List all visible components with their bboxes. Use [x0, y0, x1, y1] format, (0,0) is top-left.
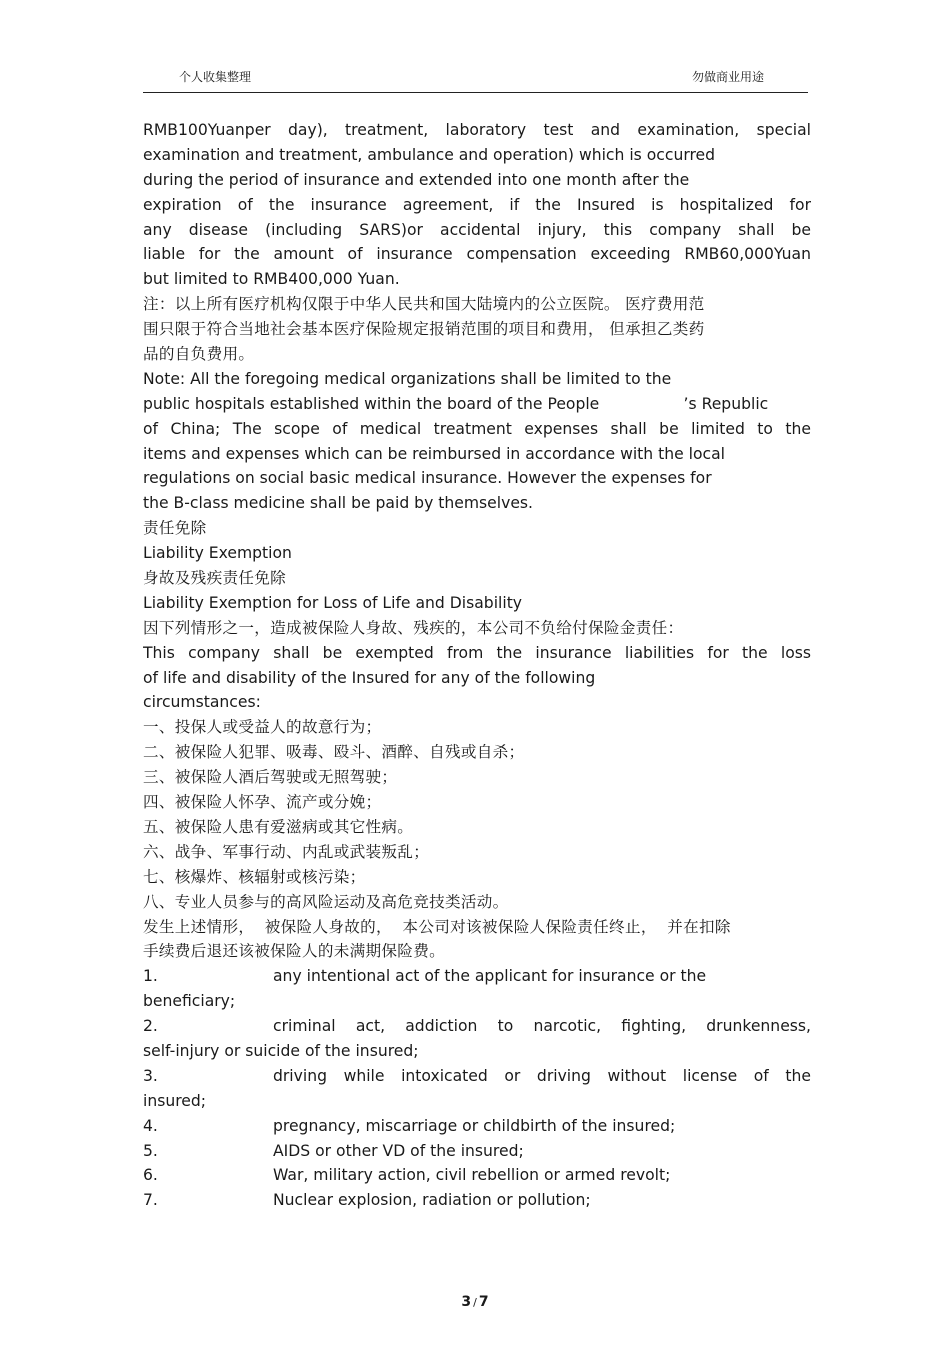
- note-line-en: the B-class medicine shall be paid by themselves.: [143, 494, 533, 513]
- note-line-zh: 注：以上所有医疗机构仅限于中华人民共和国大陆境内的公立医院。 医疗费用范: [143, 295, 705, 314]
- list-item-zh: 六、战争、军事行动、内乱或武装叛乱；: [143, 842, 430, 861]
- paragraph-line: circumstances:: [143, 693, 261, 712]
- current-page: 3: [461, 1294, 472, 1310]
- item-text: Nuclear explosion, radiation or pollution;: [273, 1191, 591, 1210]
- note-line-en: of China; The scope of medical treatment expenses shall be limited to the: [143, 419, 811, 438]
- paragraph-line: liable for the amount of insurance compensation exceeding RMB60,000Yuan: [143, 245, 811, 264]
- paragraph-line: examination and treatment, ambulance and operation) which is occurred: [143, 145, 716, 164]
- subsection-heading-zh: 身故及残疾责任免除: [143, 569, 287, 588]
- header-left-text: 个人收集整理: [179, 70, 252, 84]
- item-number: 2.: [143, 1017, 158, 1036]
- numbered-item: [143, 1163, 811, 1188]
- page-number: [0, 1294, 950, 1310]
- page-separator: /: [473, 1296, 477, 1309]
- numbered-item: [143, 1064, 811, 1089]
- paragraph-line-zh: 手续费后退还该被保险人的未满期保险费。: [143, 942, 445, 961]
- section-heading-en: Liability Exemption: [143, 544, 292, 563]
- numbered-item: [143, 1014, 811, 1039]
- numbered-item: [143, 1139, 811, 1164]
- numbered-item: [143, 1188, 811, 1213]
- item-continuation: self-injury or suicide of the insured;: [143, 1041, 419, 1060]
- item-text: driving while intoxicated or driving without license of the: [273, 1066, 811, 1085]
- item-number: 5.: [143, 1141, 158, 1160]
- item-text: criminal act, addiction to narcotic, fighting, drunkenness,: [273, 1017, 811, 1036]
- note-line-en: regulations on social basic medical insurance. However the expenses for: [143, 469, 712, 488]
- paragraph-line-zh: 发生上述情形， 被保险人身故的， 本公司对该被保险人保险责任终止， 并在扣除: [143, 917, 731, 936]
- item-continuation: beneficiary;: [143, 992, 236, 1011]
- numbered-item: [143, 964, 811, 989]
- document-body: [143, 118, 811, 1213]
- page-header: [143, 66, 808, 93]
- item-text: AIDS or other VD of the insured;: [273, 1141, 524, 1160]
- note-line-en: Note: All the foregoing medical organizations shall be limited to the: [143, 369, 672, 388]
- paragraph-line-zh: 因下列情形之一，造成被保险人身故、残疾的，本公司不负给付保险金责任：: [143, 618, 684, 637]
- paragraph-line: any disease (including SARS)or accidental injury, this company shall be: [143, 220, 811, 239]
- item-continuation: insured;: [143, 1091, 207, 1110]
- item-number: 1.: [143, 967, 158, 986]
- item-text: War, military action, civil rebellion or armed revolt;: [273, 1166, 671, 1185]
- list-item-zh: 五、被保险人患有爱滋病或其它性病。: [143, 817, 414, 836]
- header-right-text: 勿做商业用途: [691, 70, 764, 84]
- paragraph-line: expiration of the insurance agreement, if the Insured is hospitalized for: [143, 195, 811, 214]
- list-item-zh: 八、专业人员参与的高风险运动及高危竞技类活动。: [143, 892, 509, 911]
- paragraph-line: during the period of insurance and extended into one month after the: [143, 170, 690, 189]
- note-line-en: public hospitals established within the board of the People ’s Republic: [143, 394, 769, 413]
- total-pages: 7: [478, 1294, 489, 1310]
- list-item-zh: 七、核爆炸、核辐射或核污染；: [143, 867, 366, 886]
- paragraph-line: RMB100Yuanper day), treatment, laboratory test and examination, special: [143, 121, 811, 139]
- list-item-zh: 三、被保险人酒后驾驶或无照驾驶；: [143, 768, 398, 787]
- list-item-zh: 四、被保险人怀孕、流产或分娩；: [143, 793, 382, 812]
- note-line-en: items and expenses which can be reimbursed in accordance with the local: [143, 444, 726, 463]
- item-text: any intentional act of the applicant for insurance or the: [273, 967, 707, 986]
- item-number: 7.: [143, 1191, 158, 1210]
- item-number: 4.: [143, 1116, 158, 1135]
- item-text: pregnancy, miscarriage or childbirth of the insured;: [273, 1116, 676, 1135]
- numbered-item: [143, 1114, 811, 1139]
- note-line-zh: 围只限于符合当地社会基本医疗保险规定报销范围的项目和费用， 但承担乙类药: [143, 320, 705, 339]
- note-line-zh: 品的自负费用。: [143, 345, 255, 364]
- paragraph-line: of life and disability of the Insured for any of the following: [143, 668, 596, 687]
- list-item-zh: 二、被保险人犯罪、吸毒、殴斗、酒醉、自残或自杀；: [143, 743, 525, 762]
- item-number: 3.: [143, 1066, 158, 1085]
- paragraph-line: This company shall be exempted from the insurance liabilities for the loss: [143, 643, 811, 662]
- paragraph-line: but limited to RMB400,000 Yuan.: [143, 270, 400, 289]
- subsection-heading-en: Liability Exemption for Loss of Life and Disability: [143, 593, 523, 612]
- section-heading-zh: 责任免除: [143, 519, 207, 538]
- item-number: 6.: [143, 1166, 158, 1185]
- list-item-zh: 一、投保人或受益人的故意行为；: [143, 718, 382, 737]
